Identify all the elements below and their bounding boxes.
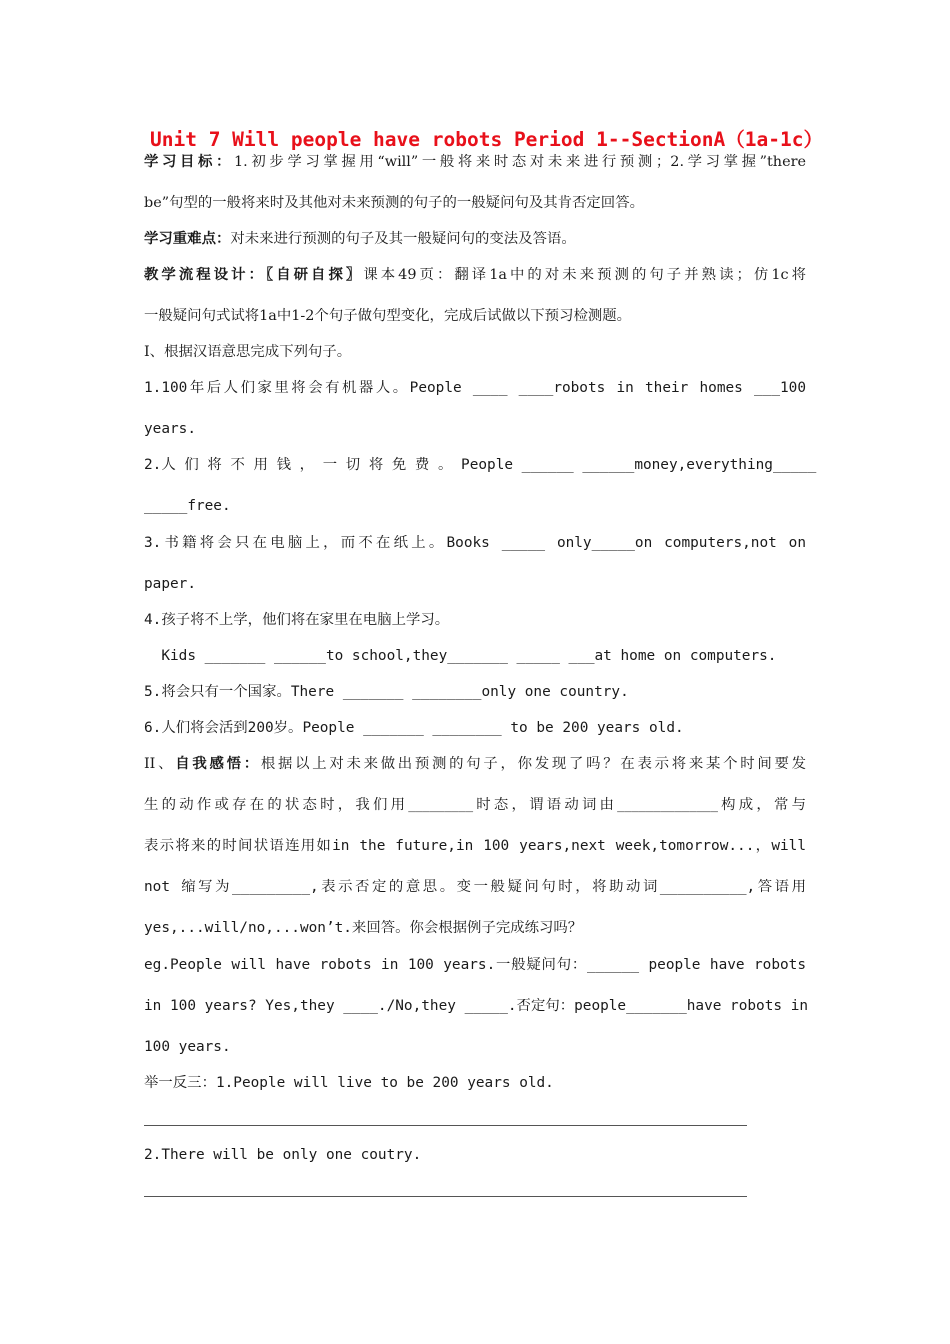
section2-line-4: not 缩写为_________,表示否定的意思。变一般疑问句时，将助动词__________,答语用 <box>144 879 806 895</box>
exercise-item-5: 5.将会只有一个国家。There _______ ________only one country. <box>144 684 629 700</box>
key-points-line: 学习重难点：对未来进行预测的句子及其一般疑问句的变法及答语。 <box>144 230 576 247</box>
section2-label: 自我感悟： <box>175 755 261 772</box>
exercise-item-3: 3.书籍将会只在电脑上，而不在纸上。Books _____ only_____on computers,not on <box>144 535 806 551</box>
section2-line-2: 生的动作或存在的状态时，我们用_________时态，谓语动词由______________构成，常与 <box>144 797 806 813</box>
objectives-label: 学习目标： <box>144 153 235 170</box>
page-title: Unit 7 Will people have robots Period 1--SectionA（1a-1c） <box>150 128 823 151</box>
section2-line-1: II、自我感悟：根据以上对未来做出预测的句子，你发现了吗？在表示将来某个时间要发 <box>144 755 806 772</box>
practice-item-2: 2.There will be only one coutry. <box>144 1147 422 1163</box>
exercise-item-6: 6.人们将会活到200岁。People _______ ________ to be 200 years old. <box>144 720 684 736</box>
exercise-item-4: 4.孩子将不上学，他们将在家里在电脑上学习。 <box>144 612 450 628</box>
objectives-line-2: be”句型的一般将来时及其他对未来预测的句子的一般疑问句及其肯否定回答。 <box>144 195 644 211</box>
exercise-item-4-cont: Kids _______ ______to school,they_______ _____ ___at home on computers. <box>144 648 777 664</box>
section2-line-5: yes,...will/no,...won’t.来回答。你会根据例子完成练习吗？ <box>144 920 583 936</box>
answer-line-1 <box>144 1125 747 1126</box>
exercise-item-1: 1.100年后人们家里将会有机器人。People ____ ____robots in their homes ___100 <box>144 380 806 396</box>
practice-item-1: 举一反三：1.People will live to be 200 years old. <box>144 1075 554 1091</box>
example-line-3: 100 years. <box>144 1039 231 1055</box>
answer-line-2 <box>144 1196 747 1197</box>
exercise-item-1-cont: years. <box>144 421 196 437</box>
exercise-item-2-cont: _____free. <box>144 498 231 514</box>
section1-heading: I、根据汉语意思完成下列句子。 <box>144 344 352 360</box>
section2-line-3: 表示将来的时间状语连用如in the future,in 100 years,next week,tomorrow...，will <box>144 838 806 854</box>
objectives-line-1: 学习目标：1.初步学习掌握用“will”一般将来时态对未来进行预测；2.学习掌握”there <box>144 153 806 170</box>
example-line-2: in 100 years? Yes,they ____./No,they _____.否定句：people_______have robots in <box>144 998 809 1014</box>
exercise-item-2: 2.人 们 将 不 用 钱 ， 一 切 将 免 费 。 People ______ ______money,everything_____ <box>144 457 817 473</box>
key-points-label: 学习重难点： <box>144 230 231 247</box>
example-line-1: eg.People will have robots in 100 years.一般疑问句：______ people have robots <box>144 957 806 973</box>
procedure-label: 教学流程设计：〖自研自探〗 <box>144 266 364 283</box>
exercise-item-3-cont: paper. <box>144 576 196 592</box>
procedure-line-2: 一般疑问句式试将1a中1-2个句子做句型变化，完成后试做以下预习检测题。 <box>144 308 632 324</box>
procedure-line-1: 教学流程设计：〖自研自探〗课本49页：翻译1a中的对未来预测的句子并熟读；仿1c将 <box>144 266 806 283</box>
